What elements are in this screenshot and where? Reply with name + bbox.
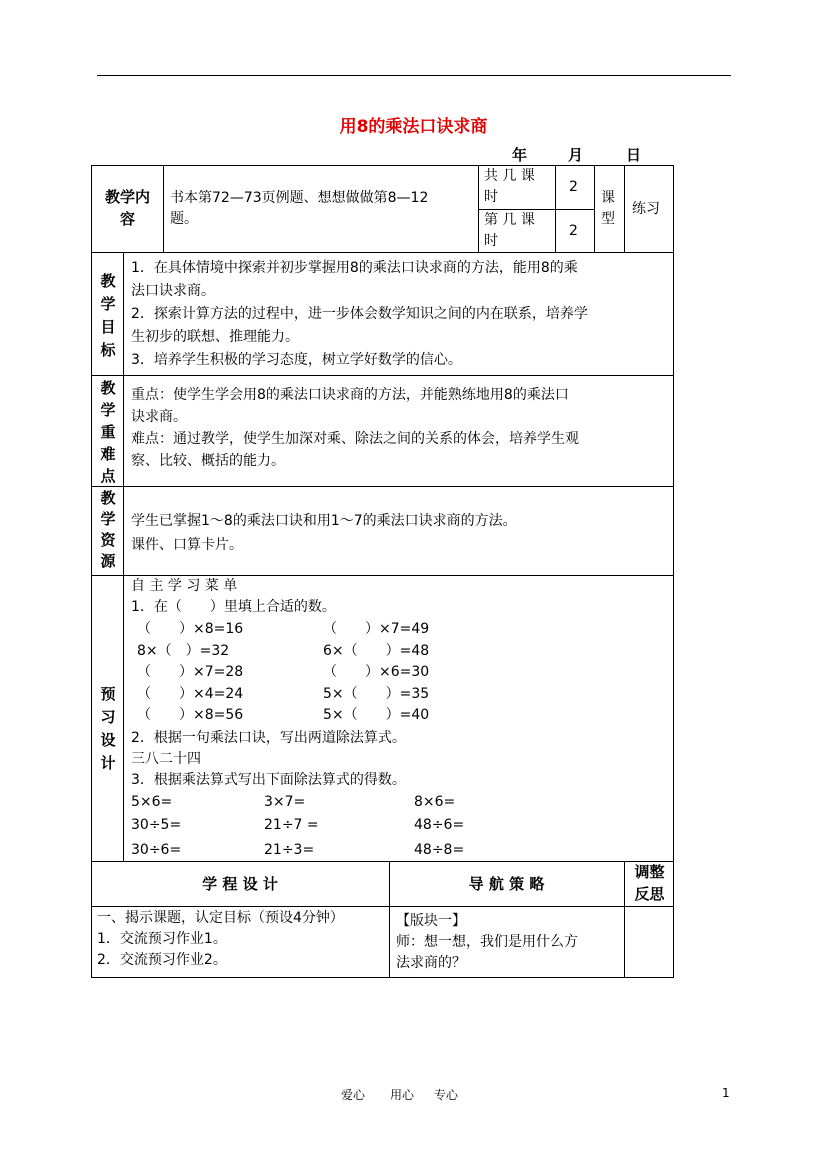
question-1: 1．在（ ）里填上合适的数。 <box>131 599 336 615</box>
q3-item: 3×7= <box>264 794 306 810</box>
content-text-line: 题。 <box>170 211 198 227</box>
q3-item: 30÷6= <box>131 842 182 858</box>
footer-item: 用心 <box>390 1088 415 1102</box>
content-text-line: 书本第72—73页例题、想想做做第8—12 <box>170 190 429 206</box>
q3-item: 21÷7 = <box>264 817 319 833</box>
lesson-type-label: 型 <box>601 211 615 227</box>
navigation-strategy: 【版块一】 师：想一想，我们是用什么方 法求商的？ <box>396 913 578 971</box>
preview-label: 预 习 设 计 <box>100 685 116 772</box>
footer-item: 专心 <box>434 1088 459 1102</box>
key-points-text: 重点：使学生学会用8的乘法口诀求商的方法，并能熟练地用8的乘法口 诀求商。 难点：通过教学，使学生加深对乘、除法之间的关系的体会，培养学生观 察、比较、概括的能力。 <box>131 387 579 469</box>
total-periods-label: 时 <box>484 189 498 205</box>
period-no-label: 第 几 课 <box>484 212 535 228</box>
content-label: 教学内容 <box>104 188 150 228</box>
question-2: 2．根据一句乘法口诀，写出两道除法算式。 <box>131 730 406 746</box>
q3-item: 30÷5= <box>131 817 182 833</box>
q1-left-column: （ ）×8=16 8×（ ）=32 （ ）×7=28 （ ）×4=24 （ ）×8=56 <box>137 621 244 724</box>
process-col3-header: 调整 反思 <box>634 863 665 903</box>
q3-item: 48÷6= <box>414 817 465 833</box>
question-3: 3．根据乘法算式写出下面除法算式的得数。 <box>131 772 406 788</box>
q3-item: 5×6= <box>131 794 173 810</box>
q3-item: 8×6= <box>414 794 456 810</box>
lesson-type-value: 练习 <box>632 201 660 217</box>
page-title: 用8的乘法口诀求商 <box>339 117 488 137</box>
lesson-type-label: 课 <box>601 190 615 206</box>
total-periods-label: 共 几 课 <box>484 168 535 184</box>
divider <box>123 375 124 487</box>
process-steps: 一、揭示课题，认定目标（预设4分钟） 1．交流预习作业1。 2．交流预习作业2。 <box>97 910 344 968</box>
divider <box>123 575 124 862</box>
resources-label: 教 学 资 源 <box>100 489 116 570</box>
resources-text: 学生已掌握1～8的乘法口诀和用1～7的乘法口诀求商的方法。 课件、口算卡片。 <box>131 513 517 553</box>
footer-item: 爱心 <box>341 1088 366 1102</box>
process-col2-header: 导 航 策 略 <box>468 875 545 893</box>
total-periods-value: 2 <box>569 179 578 195</box>
divider <box>123 252 124 376</box>
header-rule <box>97 75 731 76</box>
q1-right-column: （ ）×7=49 6×（ ）=48 （ ）×6=30 5×（ ）=35 5×（ ）=40 <box>323 621 430 724</box>
menu-title: 自 主 学 习 菜 单 <box>131 578 238 594</box>
date-month: 月 <box>568 146 584 164</box>
objectives-text: 1．在具体情境中探索并初步掌握用8的乘法口诀求商的方法，能用8的乘 法口诀求商。 2．探索计算方法的过程中，进一步体会数学知识之间的内在联系，培养学 生初步的联想、推理能力。 3．培养学生积极的学习态度，树立学好数学的信心。 <box>131 260 588 368</box>
date-year: 年 <box>512 146 528 164</box>
date-day: 日 <box>626 146 642 164</box>
period-no-label: 时 <box>484 233 498 249</box>
objectives-label: 教 学 目 标 <box>100 272 116 359</box>
divider <box>163 165 164 253</box>
q3-item: 21÷3= <box>264 842 315 858</box>
process-col1-header: 学 程 设 计 <box>202 875 278 893</box>
period-no-value: 2 <box>569 223 578 239</box>
divider <box>624 165 625 253</box>
divider <box>123 486 124 576</box>
page-number: 1 <box>722 1086 730 1100</box>
key-points-label: 教 学 重 难 点 <box>100 379 116 485</box>
q2-rhyme: 三八二十四 <box>131 751 201 767</box>
q3-item: 48÷8= <box>414 842 465 858</box>
